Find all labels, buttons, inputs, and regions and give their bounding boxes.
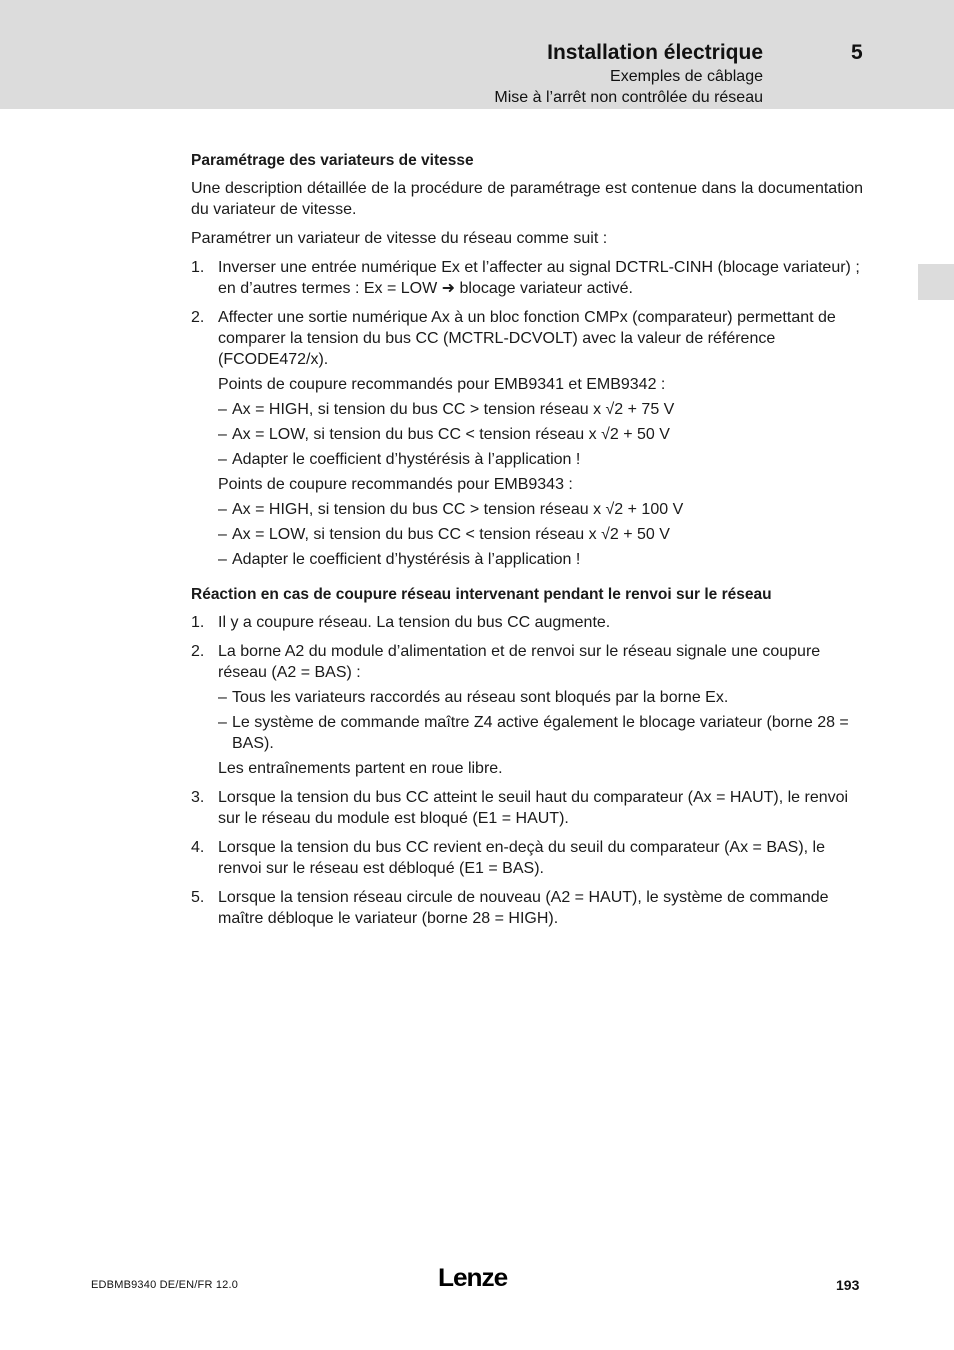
dash-item: [218, 687, 863, 708]
page-number: 193: [836, 1277, 860, 1293]
list-number: 5.: [191, 889, 205, 906]
list-item: [191, 641, 863, 683]
list-number: 4.: [191, 839, 205, 856]
list-number: 1.: [191, 614, 205, 631]
dash-glyph: –: [218, 426, 227, 443]
dash-text: Tous les variateurs raccordés au réseau sont bloqués par la borne Ex.: [232, 689, 729, 706]
dash-text: Ax = HIGH, si tension du bus CC > tension réseau x √2 + 100 V: [232, 501, 684, 518]
section-heading: Réaction en cas de coupure réseau intervenant pendant le renvoi sur le réseau: [191, 586, 772, 603]
dash-glyph: –: [218, 689, 227, 706]
dash-text: Ax = HIGH, si tension du bus CC > tension réseau x √2 + 75 V: [232, 401, 675, 418]
dash-item: [218, 424, 863, 445]
list-number: 2.: [191, 309, 205, 326]
dash-item: [218, 449, 863, 470]
dash-glyph: –: [218, 551, 227, 568]
dash-text: Adapter le coefficient d’hystérésis à l’application !: [232, 451, 581, 468]
document-id: EDBMB9340 DE/EN/FR 12.0: [91, 1279, 239, 1291]
dash-glyph: –: [218, 451, 227, 468]
dash-item: [218, 549, 863, 570]
lenze-logo: Lenze: [438, 1264, 508, 1292]
chapter-side-tab: [918, 264, 954, 300]
list-item: [191, 257, 863, 299]
dash-text: Adapter le coefficient d’hystérésis à l’application !: [232, 551, 581, 568]
breakpoints-label: Points de coupure recommandés pour EMB9343 :: [218, 476, 573, 493]
list-item: [191, 612, 863, 633]
list-number: 1.: [191, 259, 205, 276]
note-text: Les entraînements partent en roue libre.: [218, 760, 503, 777]
list-text: Lorsque la tension réseau circule de nouveau (A2 = HAUT), le système de commande maître débloque le variateur (borne 28 = HIGH).: [218, 889, 829, 927]
dash-text: Le système de commande maître Z4 active également le blocage variateur (borne 28 = BAS).: [232, 714, 849, 752]
dash-item: [218, 712, 863, 754]
dash-glyph: –: [218, 401, 227, 418]
list-item: [191, 887, 863, 929]
list-text: La borne A2 du module d’alimentation et de renvoi sur le réseau signale une coupure réseau (A2 = BAS) :: [218, 643, 821, 681]
header-band: [0, 0, 954, 109]
dash-item: [218, 399, 863, 420]
list-text: Lorsque la tension du bus CC atteint le seuil haut du comparateur (Ax = HAUT), le renvoi sur le réseau du module est bloqué (E1 = HAUT).: [218, 789, 849, 827]
dash-item: [218, 524, 863, 545]
list-number: 3.: [191, 789, 205, 806]
list-text: Affecter une sortie numérique Ax à un bloc fonction CMPx (comparateur) permettant de comparer la tension du bus CC (MCTRL-DCVOLT) avec la valeur de référence (FCODE472/x).: [218, 309, 836, 368]
section-subtitle: Exemples de câblage: [610, 68, 763, 85]
list-item: [191, 307, 863, 370]
chapter-number: 5: [851, 41, 863, 64]
list-item: [191, 787, 863, 829]
list-text: Inverser une entrée numérique Ex et l’affecter au signal DCTRL-CINH (blocage variateur) ; en d’autres termes : Ex = LOW ➜ blocage variateur activé.: [218, 259, 860, 297]
intro-paragraph: Une description détaillée de la procédure de paramétrage est contenue dans la documentation du variateur de vitesse.: [191, 180, 863, 218]
dash-text: Ax = LOW, si tension du bus CC < tension réseau x √2 + 50 V: [232, 526, 670, 543]
main-content: [191, 150, 863, 933]
subsection-subtitle: Mise à l’arrêt non contrôlée du réseau: [494, 89, 763, 106]
dash-text: Ax = LOW, si tension du bus CC < tension réseau x √2 + 50 V: [232, 426, 670, 443]
dash-glyph: –: [218, 526, 227, 543]
breakpoints-label: Points de coupure recommandés pour EMB9341 et EMB9342 :: [218, 376, 666, 393]
dash-item: [218, 499, 863, 520]
dash-glyph: –: [218, 501, 227, 518]
lead-paragraph: Paramétrer un variateur de vitesse du réseau comme suit :: [191, 230, 608, 247]
list-item: [191, 837, 863, 879]
dash-glyph: –: [218, 714, 227, 731]
list-number: 2.: [191, 643, 205, 660]
list-text: Lorsque la tension du bus CC revient en-deçà du seuil du comparateur (Ax = BAS), le renvoi sur le réseau est débloqué (E1 = BAS).: [218, 839, 825, 877]
list-text: Il y a coupure réseau. La tension du bus CC augmente.: [218, 614, 611, 631]
page-title: Installation électrique: [547, 41, 763, 64]
section-heading: Paramétrage des variateurs de vitesse: [191, 152, 474, 169]
